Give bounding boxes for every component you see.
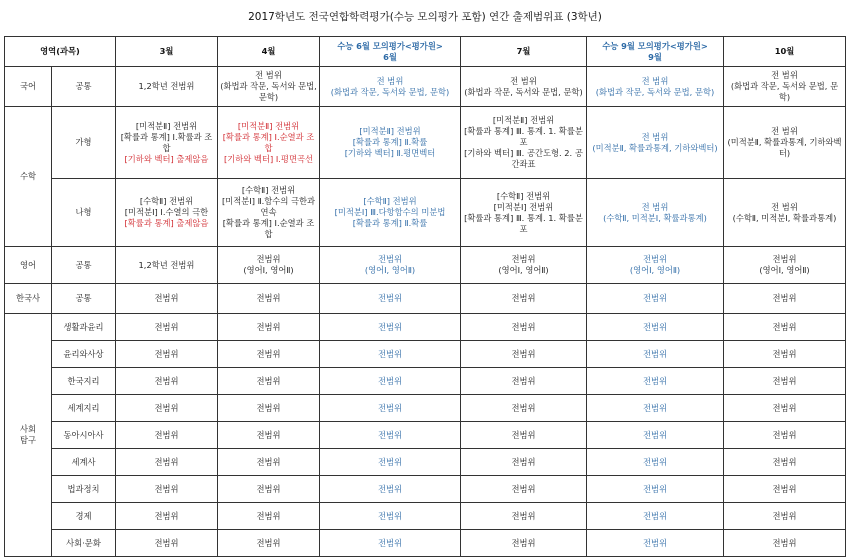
social-row (5, 422, 846, 449)
social-june-value: 전범위 (320, 314, 461, 341)
social-september-value: 전범위 (587, 530, 724, 557)
social-april-value: 전범위 (218, 395, 320, 422)
social-subject-name: 동아시아사 (52, 422, 116, 449)
math-ga-april-line-2: [확률과 통계] Ⅰ.순열과 조합 (222, 131, 315, 153)
korean-row (5, 67, 846, 107)
math-ga-march-line-3: [기하와 벡터] 출제않음 (124, 153, 209, 164)
history-area: 한국사 (5, 284, 52, 314)
social-october-value: 전범위 (724, 341, 846, 368)
math-ga-june (320, 107, 461, 179)
math-na-september (587, 179, 724, 247)
math-na-september-line-1: 전 범위 (641, 201, 669, 212)
korean-october-l2: (화법과 작문, 독서와 문법, 문학) (730, 81, 839, 102)
korean-april-l1: 전 범위 (255, 70, 282, 80)
math-ga-july-line-1: [미적분Ⅱ] 전범위 (492, 115, 555, 125)
math-na-row (5, 179, 846, 247)
english-june-l2: (영어Ⅰ, 영어Ⅱ) (364, 265, 416, 275)
social-september-value: 전범위 (587, 368, 724, 395)
social-march-value: 전범위 (116, 395, 218, 422)
english-september-l1: 전범위 (642, 254, 668, 264)
social-row (5, 368, 846, 395)
korean-april-l2: (화법과 작문, 독서와 문법, 문학) (220, 81, 317, 102)
social-july-value: 전범위 (461, 476, 587, 503)
math-ga-september-line-1: 전 범위 (641, 131, 669, 142)
korean-march: 1,2학년 전범위 (116, 67, 218, 107)
math-na-april-line-2: [미적분Ⅰ] Ⅱ.함수의 극한과 연속 (221, 196, 316, 217)
social-march-value: 전범위 (116, 503, 218, 530)
english-sub: 공통 (52, 247, 116, 284)
social-october-value: 전범위 (724, 503, 846, 530)
social-september-value: 전범위 (587, 449, 724, 476)
social-row (5, 530, 846, 557)
math-na-april-line-3: [확률과 통계] Ⅰ.순열과 조합 (222, 218, 315, 239)
exam-scope-table (4, 36, 846, 557)
social-april-value: 전범위 (218, 530, 320, 557)
english-april-l1: 전범위 (256, 254, 281, 264)
math-na-april (218, 179, 320, 247)
social-october-value: 전범위 (724, 422, 846, 449)
social-march-value: 전범위 (116, 476, 218, 503)
header-row (5, 37, 846, 67)
header-june (320, 37, 461, 67)
social-march-value: 전범위 (116, 341, 218, 368)
math-na-march (116, 179, 218, 247)
math-na-june-line-3: [확률과 통계] Ⅱ.확률 (352, 218, 428, 228)
social-june-value: 전범위 (320, 476, 461, 503)
math-na-april-line-1: [수학Ⅱ] 전범위 (241, 185, 296, 195)
korean-september (587, 67, 724, 107)
social-july-value: 전범위 (461, 314, 587, 341)
korean-july-l2: (화법과 작문, 독서와 문법, 문학) (464, 86, 583, 97)
social-march-value: 전범위 (116, 368, 218, 395)
math-ga-april-line-1: [미적분Ⅱ] 전범위 (237, 120, 300, 131)
math-ga-july-line-3: [기하와 벡터] Ⅲ. 공간도형. 2. 공간좌표 (464, 148, 583, 169)
english-june-l1: 전범위 (377, 254, 403, 264)
english-row (5, 247, 846, 284)
english-july (461, 247, 587, 284)
social-row (5, 503, 846, 530)
english-july-l1: 전범위 (511, 254, 536, 264)
korean-area: 국어 (5, 67, 52, 107)
social-october-value: 전범위 (724, 368, 846, 395)
english-april (218, 247, 320, 284)
social-june-value: 전범위 (320, 422, 461, 449)
social-october-value: 전범위 (724, 530, 846, 557)
english-october (724, 247, 846, 284)
social-subject-name: 사회·문화 (52, 530, 116, 557)
math-na-september-line-2: (수학Ⅱ, 미적분Ⅰ, 확률과통계) (603, 212, 707, 223)
math-na-july-line-1: [수학Ⅱ] 전범위 (496, 190, 551, 201)
social-row (5, 341, 846, 368)
social-row (5, 314, 846, 341)
social-subject-name: 세계사 (52, 449, 116, 476)
social-april-value: 전범위 (218, 476, 320, 503)
history-june: 전범위 (320, 284, 461, 314)
page-title: 2017학년도 전국연합학력평가(수능 모의평가 포함) 연간 출제범위표 (3학년) (248, 11, 602, 23)
history-september: 전범위 (587, 284, 724, 314)
social-june-value: 전범위 (320, 341, 461, 368)
social-subject-name: 세계지리 (52, 395, 116, 422)
math-area: 수학 (5, 107, 52, 247)
korean-june-l1: 전 범위 (376, 75, 404, 86)
social-october-value: 전범위 (724, 314, 846, 341)
header-october: 10월 (724, 37, 846, 67)
history-row (5, 284, 846, 314)
math-ga-april (218, 107, 320, 179)
math-na-march-line-2: [미적분Ⅰ] Ⅰ.수열의 극한 (124, 207, 209, 217)
math-ga-july (461, 107, 587, 179)
math-ga-sub: 가형 (52, 107, 116, 179)
header-july: 7월 (461, 37, 587, 67)
social-october-value: 전범위 (724, 476, 846, 503)
math-na-march-line-1: [수학Ⅱ] 전범위 (139, 196, 194, 206)
social-april-value: 전범위 (218, 503, 320, 530)
math-ga-october-line-1: 전 범위 (771, 126, 798, 136)
math-na-july-line-3: [확률과 통계] Ⅲ. 통계. 1. 확률분포 (464, 212, 583, 234)
social-subject-name: 생활과윤리 (52, 314, 116, 341)
social-october-value: 전범위 (724, 395, 846, 422)
math-na-sub: 나형 (52, 179, 116, 247)
social-september-value: 전범위 (587, 314, 724, 341)
social-row (5, 449, 846, 476)
korean-october (724, 67, 846, 107)
social-july-value: 전범위 (461, 503, 587, 530)
social-area-line2: 탐구 (19, 435, 37, 445)
social-area-line1: 사회 (19, 424, 37, 434)
math-ga-march (116, 107, 218, 179)
social-july-value: 전범위 (461, 341, 587, 368)
social-march-value: 전범위 (116, 449, 218, 476)
header-september-line2: 9월 (648, 51, 662, 62)
korean-september-l2: (화법과 작문, 독서와 문법, 문학) (595, 86, 715, 97)
korean-july (461, 67, 587, 107)
header-march: 3월 (116, 37, 218, 67)
math-ga-june-line-3: [기하와 벡터] Ⅱ.평면벡터 (344, 148, 436, 158)
history-sub: 공통 (52, 284, 116, 314)
social-june-value: 전범위 (320, 449, 461, 476)
social-september-value: 전범위 (587, 422, 724, 449)
header-april: 4월 (218, 37, 320, 67)
math-ga-march-line-2: [확률과 통계] Ⅰ.확률과 조합 (120, 131, 213, 153)
math-na-june-line-2: [미적분Ⅰ] Ⅲ.다항함수의 미분법 (334, 207, 446, 217)
social-july-value: 전범위 (461, 530, 587, 557)
social-march-value: 전범위 (116, 314, 218, 341)
math-ga-october-line-2: (미적분Ⅱ, 확률과통계, 기하와벡터) (727, 137, 842, 158)
english-october-l1: 전범위 (772, 254, 797, 264)
english-june (320, 247, 461, 284)
social-april-value: 전범위 (218, 314, 320, 341)
social-april-value: 전범위 (218, 341, 320, 368)
math-ga-september-line-2: (미적분Ⅱ, 확률과통계, 기하와벡터) (592, 142, 718, 153)
math-ga-june-line-1: [미적분Ⅱ] 전범위 (359, 126, 421, 136)
math-ga-september (587, 107, 724, 179)
social-april-value: 전범위 (218, 449, 320, 476)
social-september-value: 전범위 (587, 503, 724, 530)
social-april-value: 전범위 (218, 368, 320, 395)
social-subject-name: 법과정치 (52, 476, 116, 503)
history-july: 전범위 (461, 284, 587, 314)
english-july-l2: (영어Ⅰ, 영어Ⅱ) (498, 265, 549, 275)
math-ga-row (5, 107, 846, 179)
social-area (5, 314, 52, 557)
math-na-july-line-2: [미적분Ⅰ] 전범위 (493, 201, 554, 212)
social-june-value: 전범위 (320, 395, 461, 422)
math-ga-october (724, 107, 846, 179)
math-ga-april-line-3: [기하와 벡터] Ⅰ.평면곡선 (224, 153, 313, 164)
header-september (587, 37, 724, 67)
korean-sub: 공통 (52, 67, 116, 107)
social-october-value: 전범위 (724, 449, 846, 476)
english-september-l2: (영어Ⅰ, 영어Ⅱ) (629, 265, 681, 275)
math-na-june (320, 179, 461, 247)
korean-october-l1: 전 범위 (771, 70, 798, 80)
math-ga-march-line-1: [미적분Ⅱ] 전범위 (135, 120, 198, 131)
math-na-july (461, 179, 587, 247)
social-april-value: 전범위 (218, 422, 320, 449)
social-row (5, 476, 846, 503)
social-june-value: 전범위 (320, 530, 461, 557)
math-na-october-line-2: (수학Ⅱ, 미적분Ⅰ, 확률과통계) (732, 212, 837, 223)
social-july-value: 전범위 (461, 368, 587, 395)
history-april: 전범위 (218, 284, 320, 314)
history-march: 전범위 (116, 284, 218, 314)
social-march-value: 전범위 (116, 530, 218, 557)
header-subject: 영역(과목) (5, 37, 116, 67)
english-march: 1,2학년 전범위 (116, 247, 218, 284)
math-na-october (724, 179, 846, 247)
english-october-l2: (영어Ⅰ, 영어Ⅱ) (759, 265, 810, 275)
social-july-value: 전범위 (461, 422, 587, 449)
math-ga-june-line-2: [확률과 통계] Ⅱ.확률 (352, 137, 428, 147)
math-na-march-line-3: [확률과 통계] 출제않음 (124, 218, 209, 228)
social-june-value: 전범위 (320, 368, 461, 395)
social-subject-name: 경제 (52, 503, 116, 530)
english-april-l2: (영어Ⅰ, 영어Ⅱ) (243, 265, 294, 275)
korean-june (320, 67, 461, 107)
header-june-line1: 수능 6월 모의평가<평가원> (337, 40, 443, 51)
math-na-october-line-1: 전 범위 (771, 201, 798, 212)
math-ga-july-line-2: [확률과 통계] Ⅲ. 통계. 1. 확률분포 (464, 126, 583, 147)
header-june-line2: 6월 (383, 51, 397, 62)
english-september (587, 247, 724, 284)
social-september-value: 전범위 (587, 476, 724, 503)
korean-september-l1: 전 범위 (641, 75, 669, 86)
social-september-value: 전범위 (587, 341, 724, 368)
social-row (5, 395, 846, 422)
social-subject-name: 윤리와사상 (52, 341, 116, 368)
social-july-value: 전범위 (461, 449, 587, 476)
english-area: 영어 (5, 247, 52, 284)
history-october: 전범위 (724, 284, 846, 314)
korean-april (218, 67, 320, 107)
social-september-value: 전범위 (587, 395, 724, 422)
math-na-june-line-1: [수학Ⅱ] 전범위 (363, 196, 417, 206)
korean-june-l2: (화법과 작문, 독서와 문법, 문학) (330, 86, 450, 97)
social-march-value: 전범위 (116, 422, 218, 449)
header-september-line1: 수능 9월 모의평가<평가원> (602, 40, 708, 51)
social-subject-name: 한국지리 (52, 368, 116, 395)
social-june-value: 전범위 (320, 503, 461, 530)
korean-july-l1: 전 범위 (510, 75, 537, 86)
social-july-value: 전범위 (461, 395, 587, 422)
